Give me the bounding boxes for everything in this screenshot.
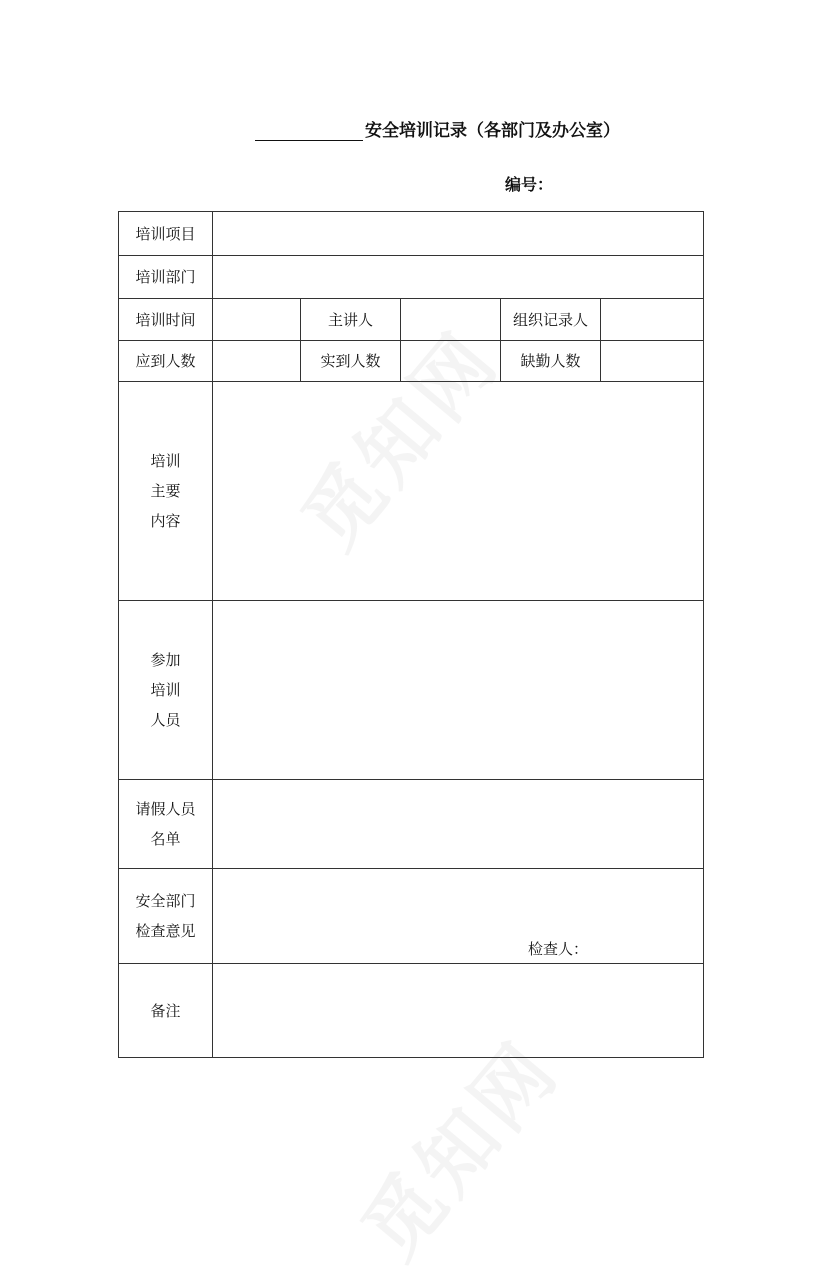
review-label-line: 安全部门 xyxy=(135,892,196,910)
remarks-label: 备注 xyxy=(119,964,213,1058)
participants-label-line: 培训 xyxy=(150,681,181,699)
department-field[interactable] xyxy=(213,256,704,299)
time-label: 培训时间 xyxy=(119,299,213,341)
leave-field[interactable] xyxy=(213,780,704,869)
recorder-label: 组织记录人 xyxy=(501,299,601,341)
content-label xyxy=(119,382,213,601)
participants-label xyxy=(119,601,213,780)
review-label xyxy=(119,869,213,964)
actual-field[interactable] xyxy=(401,341,501,382)
content-field[interactable] xyxy=(213,382,704,601)
recorder-field[interactable] xyxy=(601,299,704,341)
leave-label-line: 名单 xyxy=(150,830,181,848)
actual-label: 实到人数 xyxy=(301,341,401,382)
inspector-label: 检查人： xyxy=(528,940,589,958)
content-label-line: 内容 xyxy=(150,512,181,530)
participants-label-line: 人员 xyxy=(150,711,181,729)
serial-number-label: 编号： xyxy=(505,175,554,194)
remarks-field[interactable] xyxy=(213,964,704,1058)
content-label-line: 培训 xyxy=(150,452,181,470)
expected-label: 应到人数 xyxy=(119,341,213,382)
participants-label-line: 参加 xyxy=(150,651,181,669)
lecturer-label: 主讲人 xyxy=(301,299,401,341)
training-record-table xyxy=(118,211,704,1058)
project-label: 培训项目 xyxy=(119,212,213,256)
title-text: 安全培训记录（各部门及办公室） xyxy=(365,121,620,141)
leave-label-line: 请假人员 xyxy=(135,800,196,818)
content-label-line: 主要 xyxy=(150,482,181,500)
leave-label xyxy=(119,780,213,869)
title-blank-line[interactable] xyxy=(255,122,363,141)
department-label: 培训部门 xyxy=(119,256,213,299)
expected-field[interactable] xyxy=(213,341,301,382)
absent-label: 缺勤人数 xyxy=(501,341,601,382)
lecturer-field[interactable] xyxy=(401,299,501,341)
review-label-line: 检查意见 xyxy=(135,922,196,940)
document-title xyxy=(255,116,620,141)
time-field[interactable] xyxy=(213,299,301,341)
project-field[interactable] xyxy=(213,212,704,256)
participants-field[interactable] xyxy=(213,601,704,780)
review-field[interactable] xyxy=(213,869,704,964)
absent-field[interactable] xyxy=(601,341,704,382)
